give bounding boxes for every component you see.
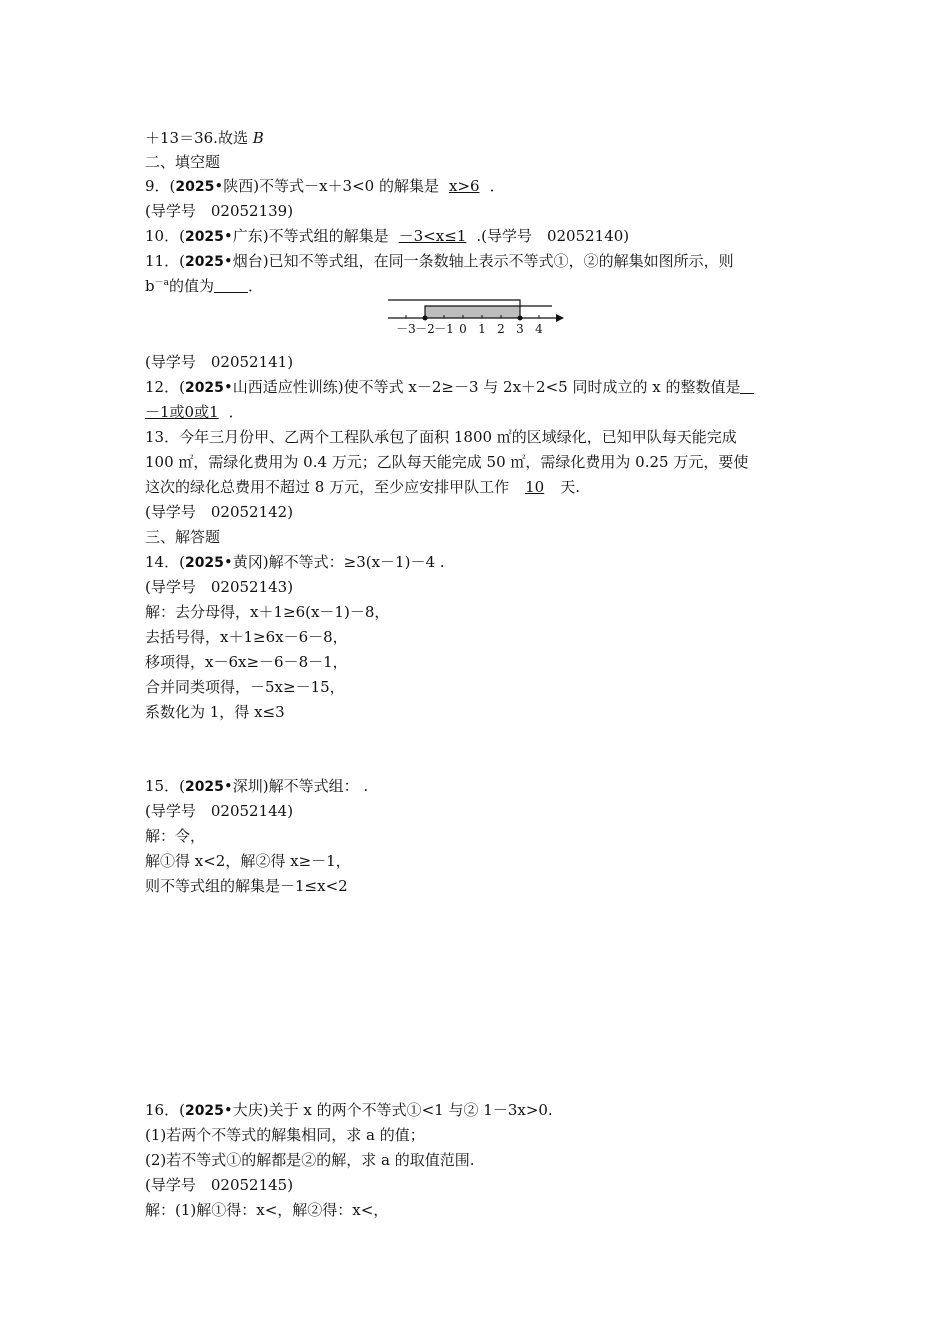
text: ． [248, 277, 264, 295]
year: 2025 [184, 779, 224, 795]
guide-number: (导学号 02052144) [145, 802, 294, 820]
solution-step: 移项得，x－6x≥－6－8－1， [145, 653, 348, 671]
separator: • [223, 227, 233, 245]
year: 2025 [184, 254, 224, 270]
sub-question: (2)若不等式①的解都是②的解，求 a 的取值范围. [145, 1151, 475, 1169]
question-number: 11．( [145, 252, 185, 270]
question-text: 烟台)已知不等式组，在同一条数轴上表示不等式①，②的解集如图所示，则 [232, 252, 734, 270]
question-number: 15．( [145, 777, 185, 795]
question-number: 16．( [145, 1101, 185, 1119]
answer-blank [214, 278, 248, 293]
text: B [252, 129, 264, 147]
section-heading: 三、解答题 [145, 528, 221, 546]
text: ＋13＝36.故选 [145, 129, 253, 147]
answer: x>6 [448, 177, 480, 195]
question-12 [145, 377, 754, 398]
solution-step: 解①得 x<2，解②得 x≥－1， [145, 852, 351, 870]
question-13-cont [145, 477, 580, 497]
text: .(导学号 02052140) [476, 227, 630, 245]
guide-number: (导学号 02052143) [145, 578, 294, 596]
separator: • [223, 777, 233, 795]
guide-number: (导学号 02052145) [145, 1176, 294, 1194]
separator: • [223, 1101, 233, 1119]
question-number: 14．( [145, 553, 185, 571]
number-line-figure [380, 290, 580, 338]
tick-label: －3 [396, 322, 416, 336]
solution-step: 解：去分母得，x＋1≥6(x－1)－8， [145, 603, 390, 621]
sub-question: (1)若两个不等式的解集相同，求 a 的值； [145, 1126, 425, 1144]
tick-label: 3 [516, 322, 524, 336]
section-heading: 二、填空题 [145, 153, 221, 171]
question-11 [145, 251, 734, 272]
question-12-cont [145, 402, 244, 422]
shaded-solution-region [425, 306, 520, 318]
tick-label: 2 [497, 322, 505, 336]
text: 天. [560, 478, 580, 496]
question-13-cont: 100 ㎡，需绿化费用为 0.4 万元；乙队每天能完成 50 ㎡，需绿化费用为 0.25 万元，要使 [145, 453, 749, 471]
separator: • [223, 252, 233, 270]
answer: 10 [525, 478, 545, 496]
solution-step: 合并同类项得，－5x≥－15， [145, 678, 345, 696]
question-15 [145, 776, 368, 797]
tick-label: －1 [434, 322, 454, 336]
question-9 [145, 176, 505, 197]
answer: －3<x≤1 [398, 227, 467, 245]
year: 2025 [184, 229, 224, 245]
text: 的值为 [168, 277, 214, 295]
year: 2025 [184, 380, 224, 396]
tick-label: 1 [478, 322, 486, 336]
question-text: 黄冈)解不等式：≥3(x－1)－4 . [232, 553, 445, 571]
separator: • [214, 177, 224, 195]
solution-step: 解：令， [145, 827, 206, 845]
question-14 [145, 552, 445, 573]
year: 2025 [184, 1103, 224, 1119]
text: b [145, 277, 155, 295]
separator: • [223, 378, 233, 396]
text: ． [228, 403, 244, 421]
axis-arrow [556, 314, 564, 322]
solution-step: 则不等式组的解集是－1≤x<2 [145, 877, 348, 895]
answer: －1或0或1 [145, 403, 219, 421]
question-number: 10．( [145, 227, 185, 245]
answer-blank [740, 379, 754, 394]
question-text: 山西适应性训练)使不等式 x－2≥－3 与 2x＋2<5 同时成立的 x 的整数值是 [232, 378, 741, 396]
tick-label: 4 [535, 322, 543, 336]
question-text: 广东)不等式组的解集是 [232, 227, 389, 245]
year: 2025 [175, 179, 215, 195]
question-11-cont [145, 276, 263, 296]
superscript: －a [154, 278, 169, 288]
question-number: 9．( [145, 177, 176, 195]
question-13: 13．今年三月份甲、乙两个工程队承包了面积 1800 ㎡的区域绿化，已知甲队每天能完成 [145, 428, 737, 446]
solution-step: 去括号得，x＋1≥6x－6－8， [145, 628, 348, 646]
question-text: 陕西)不等式－x＋3<0 的解集是 [223, 177, 439, 195]
text-line [145, 128, 264, 148]
guide-number: (导学号 02052142) [145, 503, 294, 521]
solution-step: 系数化为 1，得 x≤3 [145, 703, 285, 721]
question-text: 大庆)关于 x 的两个不等式①<1 与② 1－3x>0. [232, 1101, 553, 1119]
question-number: 12．( [145, 378, 185, 396]
solution-step: 解：(1)解①得：x<，解②得：x<， [145, 1201, 389, 1219]
guide-number: (导学号 02052141) [145, 353, 294, 371]
text: 这次的绿化总费用不超过 8 万元，至少应安排甲队工作 [145, 478, 510, 496]
question-10 [145, 226, 629, 247]
text: ． [489, 177, 505, 195]
question-16 [145, 1100, 553, 1121]
tick-label: 0 [459, 322, 467, 336]
year: 2025 [184, 555, 224, 571]
tick-label: －2 [415, 322, 435, 336]
guide-number: (导学号 02052139) [145, 202, 294, 220]
question-text: 深圳)解不等式组： . [232, 777, 369, 795]
separator: • [223, 553, 233, 571]
